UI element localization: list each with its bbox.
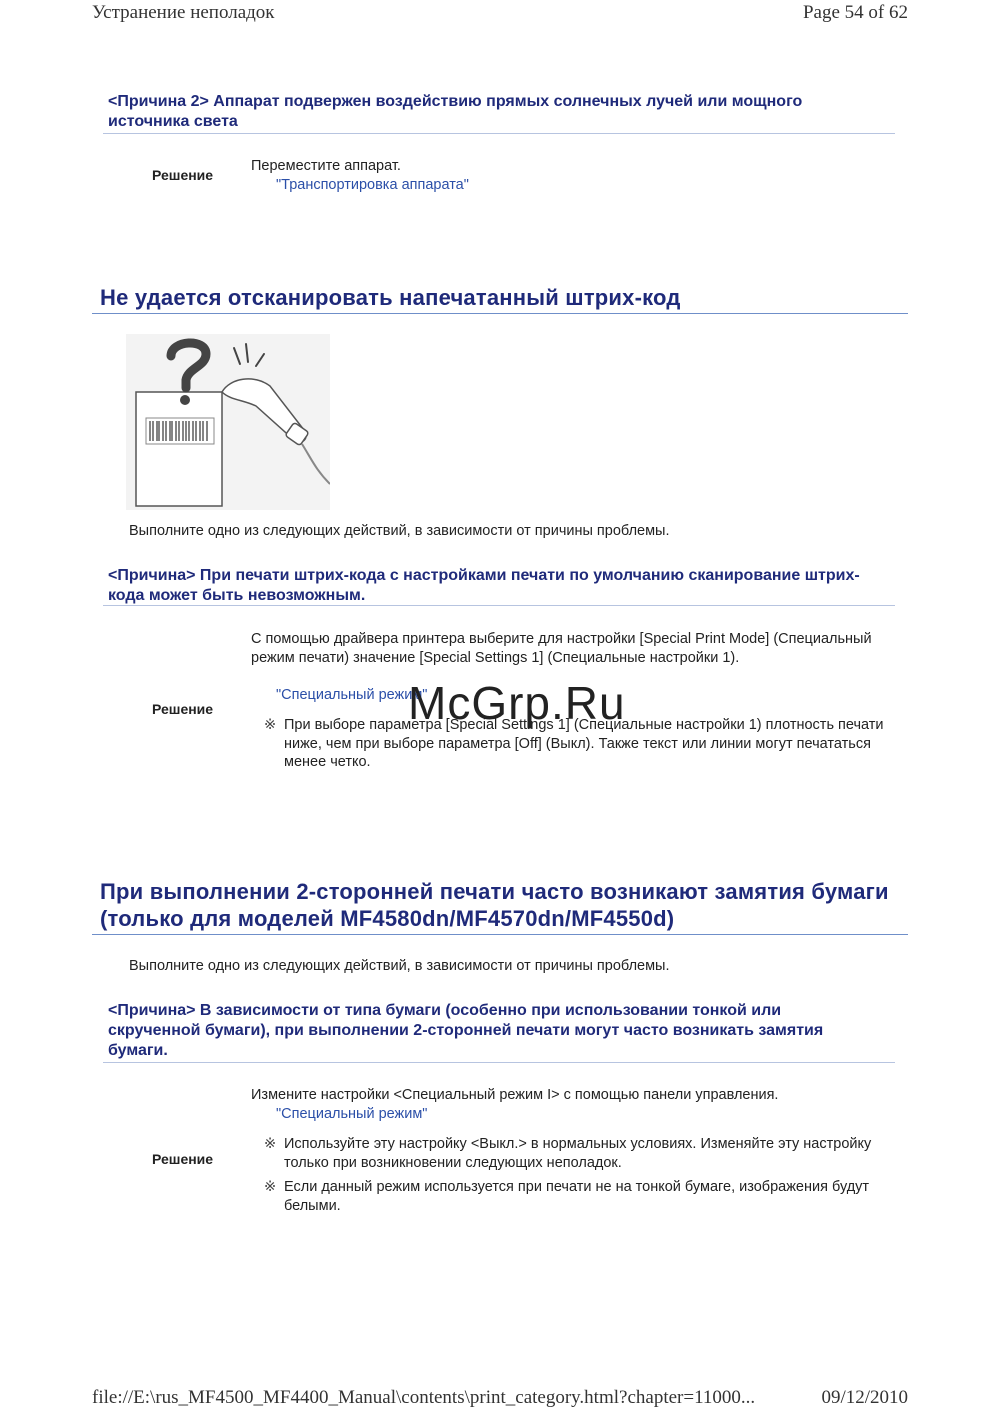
link-transport-machine[interactable]: "Транспортировка аппарата": [276, 177, 469, 193]
section-intro: Выполните одно из следующих действий, в зависимости от причины проблемы.: [129, 523, 670, 539]
solution-text: Измените настройки <Специальный режим I> с помощью панели управления.: [251, 1087, 779, 1103]
note-text: Используйте эту настройку <Выкл.> в нормальных условиях. Изменяйте эту настройку только при возникновении следующих неполадок.: [284, 1136, 872, 1171]
cause-heading-barcode: <Причина> При печати штрих-кода с настройками печати по умолчанию сканирование штрих-кода может быть невозможным.: [108, 567, 860, 604]
divider: [103, 1062, 895, 1063]
note-text: Если данный режим используется при печати не на тонкой бумаге, изображения будут белыми.: [284, 1179, 870, 1214]
note-mark-icon: ※: [264, 1136, 277, 1152]
divider: [103, 605, 895, 606]
divider: [92, 934, 908, 935]
solution-label: Решение: [152, 701, 214, 717]
solution-label: Решение: [152, 1151, 214, 1167]
note-mark-icon: ※: [264, 1179, 277, 1195]
section-title-barcode: Не удается отсканировать напечатанный штрих-код: [100, 285, 681, 310]
note-item: [264, 1135, 884, 1172]
solution-text: С помощью драйвера принтера выберите для настройки [Special Print Mode] (Специальный режим печати) значение [Special Settings 1] (Специальные настройки 1).: [251, 631, 872, 666]
footer-date: 09/12/2010: [821, 1387, 908, 1408]
link-special-mode[interactable]: "Специальный режим": [276, 687, 428, 703]
header-page-number: Page 54 of 62: [802, 2, 908, 23]
footer-file-path: file://E:\rus_MF4500_MF4400_Manual\contents\print_category.html?chapter=11000...: [92, 1387, 756, 1408]
divider: [92, 313, 908, 314]
section-title-duplex-jam: При выполнении 2-сторонней печати часто возникают замятия бумаги (только для моделей MF4580dn/MF4570dn/MF4550d): [100, 879, 889, 931]
barcode-scanner-illustration: [126, 334, 330, 510]
cause-heading-paper-type: <Причина> В зависимости от типа бумаги (особенно при использовании тонкой или скрученной бумаги), при выполнении 2-сторонней печати могут часто возникать замятия бумаги.: [108, 1002, 824, 1059]
note-item: [264, 1178, 884, 1215]
divider: [103, 133, 895, 134]
cause-heading-2: <Причина 2> Аппарат подвержен воздействию прямых солнечных лучей или мощного источника света: [108, 93, 803, 130]
solution-text: Переместите аппарат.: [251, 158, 401, 174]
print-footer: [92, 1387, 908, 1413]
section-intro: Выполните одно из следующих действий, в зависимости от причины проблемы.: [129, 958, 670, 974]
watermark: McGrp.Ru: [408, 677, 626, 729]
link-special-mode[interactable]: "Специальный режим": [276, 1106, 428, 1122]
solution-label: Решение: [152, 167, 214, 183]
print-header: [92, 2, 908, 28]
note-text: При выборе параметра [Special Settings 1] (Специальные настройки 1) плотность печати ниже, чем при выборе параметра [Off] (Выкл). Также текст или линии могут печататься менее четко.: [284, 717, 884, 770]
note-mark-icon: ※: [264, 717, 277, 733]
header-section-title: Устранение неполадок: [92, 2, 275, 23]
